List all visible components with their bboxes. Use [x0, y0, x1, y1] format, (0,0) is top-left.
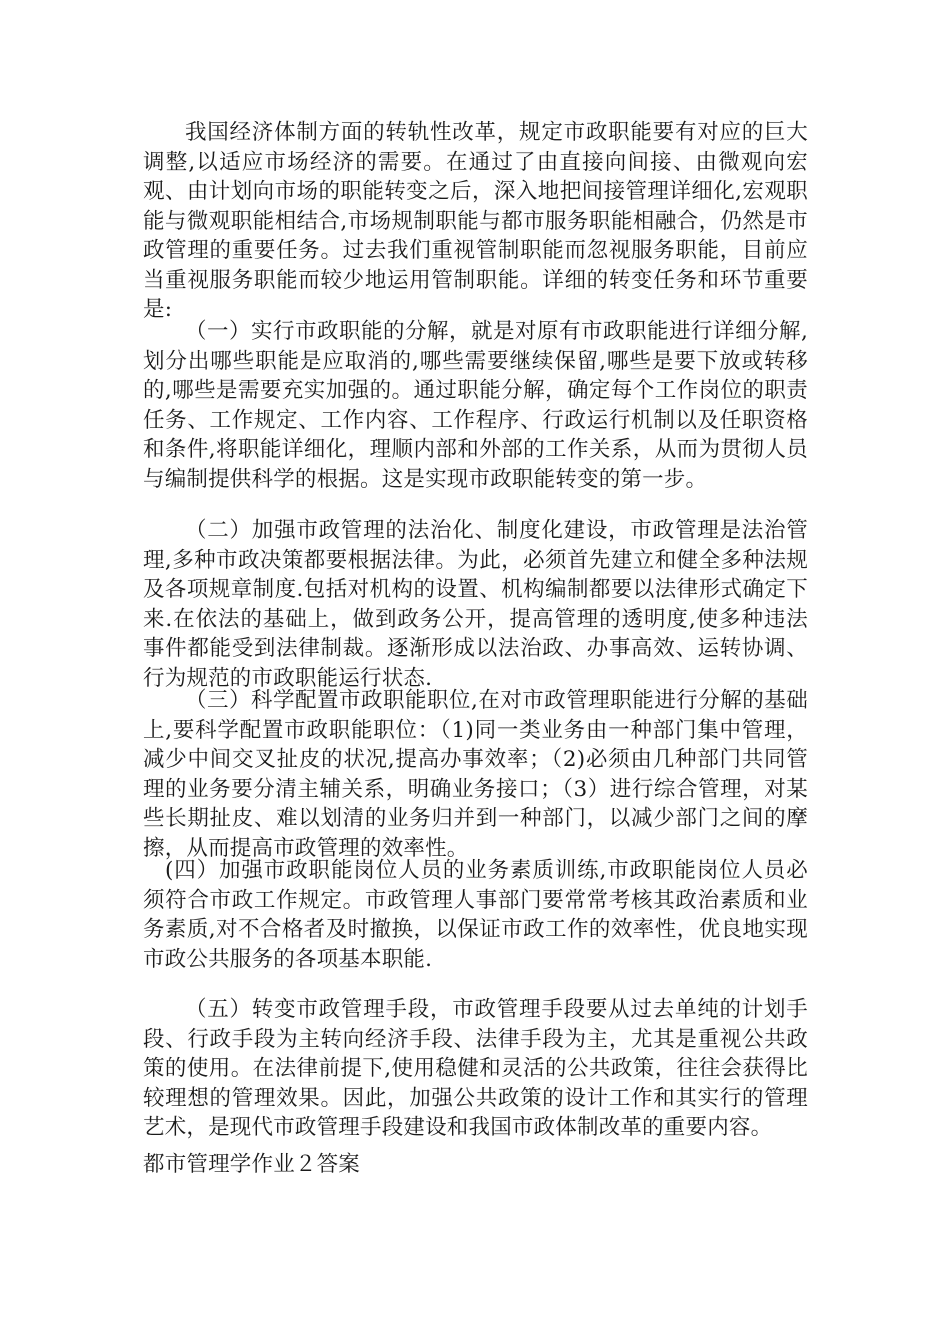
paragraph-item-4: (四）加强市政职能岗位人员的业务素质训练,市政职能岗位人员必须符合市政工作规定。市政管理人事部门要常常考核其政治素质和业务素质,对不合格者及时撤换，以保证市政工作的效率性，优良地实现市政公共服务的各项基本职能.	[143, 858, 808, 972]
paragraph-item-5: （五）转变市政管理手段，市政管理手段要从过去单纯的计划手段、行政手段为主转向经济手段、法律手段为主，尤其是重视公共政策的使用。在法律前提下,使用稳健和灵活的公共政策，往往会获得比较理想的管理效果。因此，加强公共政策的设计工作和其实行的管理艺术，是现代市政管理手段建设和我国市政体制改革的重要内容。	[143, 997, 808, 1140]
paragraph-item-3: （三）科学配置市政职能职位,在对市政管理职能进行分解的基础上,要科学配置市政职能职位：（1)同一类业务由一种部门集中管理，减少中间交叉扯皮的状况,提高办事效率；（2)必须由几种部门共同管理的业务要分清主辅关系，明确业务接口；（3）进行综合管理，对某些长期扯皮、难以划清的业务归并到一种部门，以减少部门之间的摩擦，从而提高市政管理的效率性。	[143, 688, 808, 861]
paragraph-intro: 我国经济体制方面的转轨性改革，规定市政职能要有对应的巨大调整,以适应市场经济的需要。在通过了由直接向间接、由微观向宏观、由计划向市场的职能转变之后，深入地把间接管理详细化,宏观职能与微观职能相结合,市场规制职能与都市服务职能相融合，仍然是市政管理的重要任务。过去我们重视管制职能而忽视服务职能，目前应当重视服务职能而较少地运用管制职能。详细的转变任务和环节重要是:	[143, 120, 808, 322]
paragraph-item-1: （一）实行市政职能的分解，就是对原有市政职能进行详细分解,划分出哪些职能是应取消的,哪些需要继续保留,哪些是要下放或转移的,哪些是需要充实加强的。通过职能分解，确定每个工作岗位的职责任务、工作规定、工作内容、工作程序、行政运行机制以及任职资格和条件,将职能详细化，理顺内部和外部的工作关系，从而为贯彻人员与编制提供科学的根据。这是实现市政职能转变的第一步。	[143, 319, 808, 492]
section-heading: 都市管理学作业２答案	[143, 1152, 361, 1177]
paragraph-item-2: （二）加强市政管理的法治化、制度化建设，市政管理是法治管理,多种市政决策都要根据法律。为此，必须首先建立和健全多种法规及各项规章制度.包括对机构的设置、机构编制都要以法律形式确定下来.在依法的基础上，做到政务公开，提高管理的透明度,使多种违法事件都能受到法律制裁。逐渐形成以法治政、办事高效、运转协调、行为规范的市政职能运行状态.	[143, 518, 808, 691]
